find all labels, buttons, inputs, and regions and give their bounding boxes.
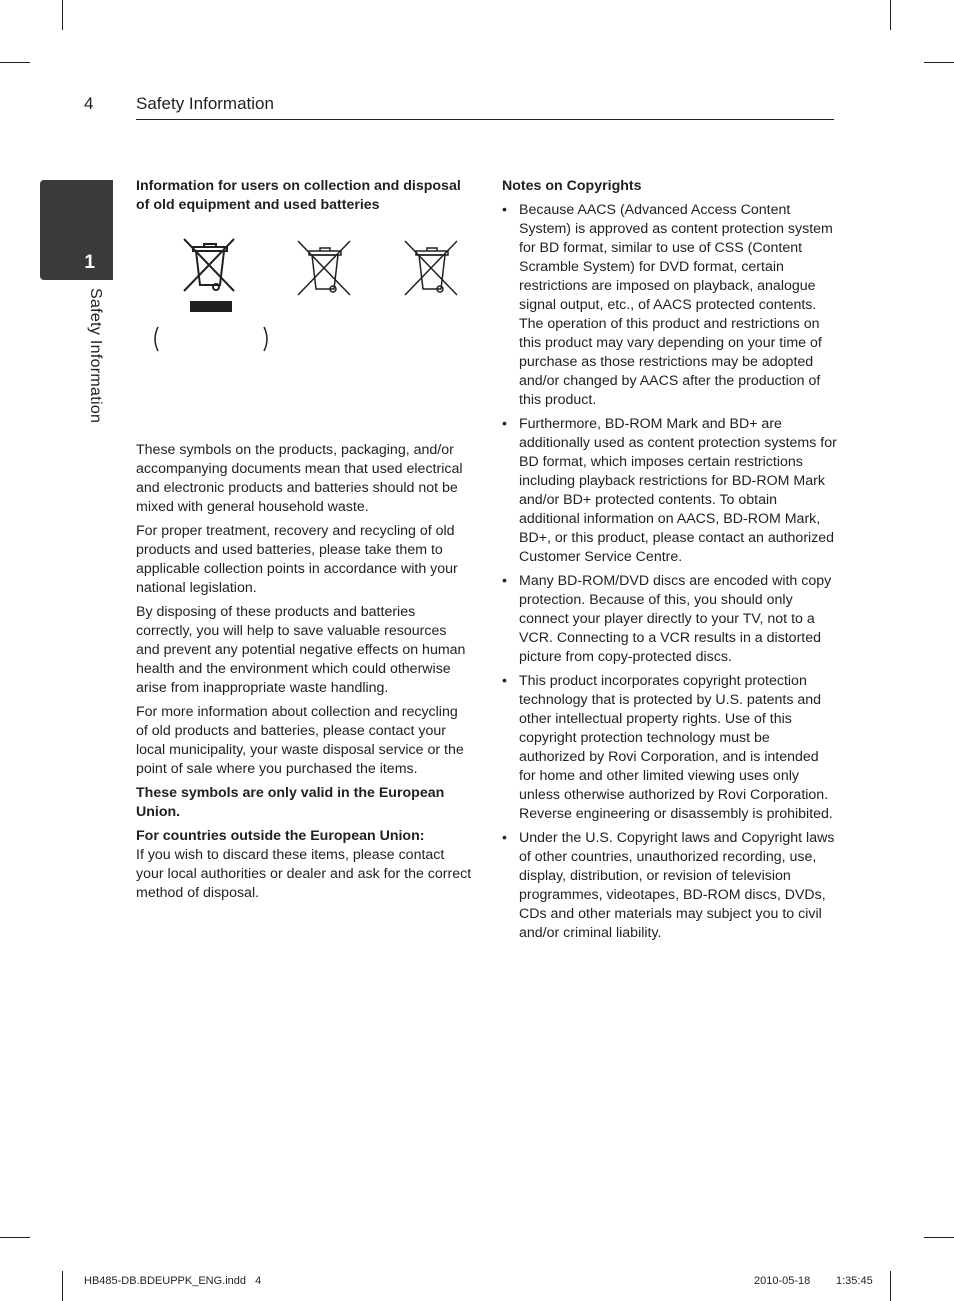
- footer-filename: HB485-DB.BDEUPPK_ENG.indd 4: [84, 1275, 262, 1287]
- crop-mark: [924, 62, 954, 63]
- disposal-symbols: [136, 237, 472, 397]
- chapter-number: 1: [84, 252, 95, 273]
- outside-eu-text: If you wish to discard these items, please contact your local authorities or dealer and ask for the correct method of disposal.: [136, 847, 472, 901]
- list-item: • Furthermore, BD-ROM Mark and BD+ are additionally used as content protection systems for BD format, which imposes certain restrictions including playback restrictions for BD-ROM Mark and/or BD+ protected contents. To obtain additional information on AACS, BD-ROM Mark, BD+, or this product, please contact an authorized Customer Service Centre.: [502, 416, 837, 565]
- bullet-icon: •: [502, 416, 507, 432]
- footer-time: 1:35:45: [836, 1275, 873, 1287]
- wheelie-bin-crossed-battery-icon: [296, 239, 354, 299]
- paragraph: These symbols on the products, packaging, and/or accompanying documents mean that used electrical and electronic products and batteries should not be mixed with general household waste.: [136, 442, 463, 515]
- list-item: • Many BD-ROM/DVD discs are encoded with copy protection. Because of this, you should only connect your player directly to your TV, not to a VCR. Connecting to a VCR results in a distorted picture from copy-protected discs.: [502, 573, 832, 665]
- list-item: • Under the U.S. Copyright laws and Copyright laws of other countries, unauthorized recording, use, display, distribution, or revision of television programmes, videotapes, BD-ROM discs, DVDs, CDs and other materials may subject you to civil and/or criminal liability.: [502, 830, 835, 941]
- right-column: [502, 177, 838, 948]
- page-title: Safety Information: [136, 94, 274, 113]
- list-item: • This product incorporates copyright protection technology that is protected by U.S. patents and other intellectual property rights. Use of this copyright protection technology must be authorized by Rovi Corporation, and is intended for home and other limited viewing uses only unless otherwise authorized by Rovi Corporation. Reverse engineering or disassembly is prohibited.: [502, 673, 833, 822]
- outside-eu-heading: For countries outside the European Union:: [136, 828, 425, 844]
- bullet-icon: •: [502, 673, 507, 689]
- bullet-icon: •: [502, 573, 507, 589]
- chapter-label: Safety Information: [87, 288, 104, 424]
- disposal-heading: Information for users on collection and disposal of old equipment and used batteries: [136, 178, 461, 213]
- crop-mark: [890, 0, 891, 30]
- page-number: 4: [84, 94, 94, 113]
- paragraph: By disposing of these products and batteries correctly, you will help to save valuable resources and prevent any potential negative effects on human health and the environment which could otherwise arise from inappropriate waste handling.: [136, 604, 466, 696]
- list-item: • Because AACS (Advanced Access Content System) is approved as content protection system for BD format, similar to use of CSS (Content Scramble System) for DVD format, certain restrictions are imposed on playback, analogue signal output, etc., of AACS protected contents. The operation of this product and restrictions on this product may vary depending on your time of purchase as those restrictions may be adopted and/or changed by AACS after the production of this product.: [502, 202, 833, 408]
- copyrights-heading: Notes on Copyrights: [502, 178, 642, 194]
- crop-mark: [0, 1237, 30, 1238]
- bullet-icon: •: [502, 202, 507, 218]
- paragraph: For more information about collection and recycling of old products and batteries, please contact your local municipality, your waste disposal service or the point of sale where you purchased the items.: [136, 704, 464, 777]
- copyright-notes-list: [502, 201, 838, 943]
- bullet-icon: •: [502, 830, 507, 846]
- footer-date: 2010-05-18: [754, 1275, 811, 1287]
- eu-note: These symbols are only valid in the European Union.: [136, 785, 445, 820]
- bracket-decoration: [150, 325, 274, 355]
- wheelie-bin-crossed-product-icon: [182, 237, 238, 313]
- crop-mark: [890, 1271, 891, 1301]
- crop-mark: [924, 1237, 954, 1238]
- paragraph: For proper treatment, recovery and recycling of old products and used batteries, please take them to applicable collection points in accordance with your national legislation.: [136, 523, 458, 596]
- crop-mark: [0, 62, 30, 63]
- header-divider: [136, 119, 834, 120]
- crop-mark: [62, 0, 63, 30]
- crop-mark: [62, 1271, 63, 1301]
- chapter-tab: [40, 180, 113, 280]
- left-column: [136, 177, 472, 908]
- wheelie-bin-crossed-battery-icon: [403, 239, 461, 299]
